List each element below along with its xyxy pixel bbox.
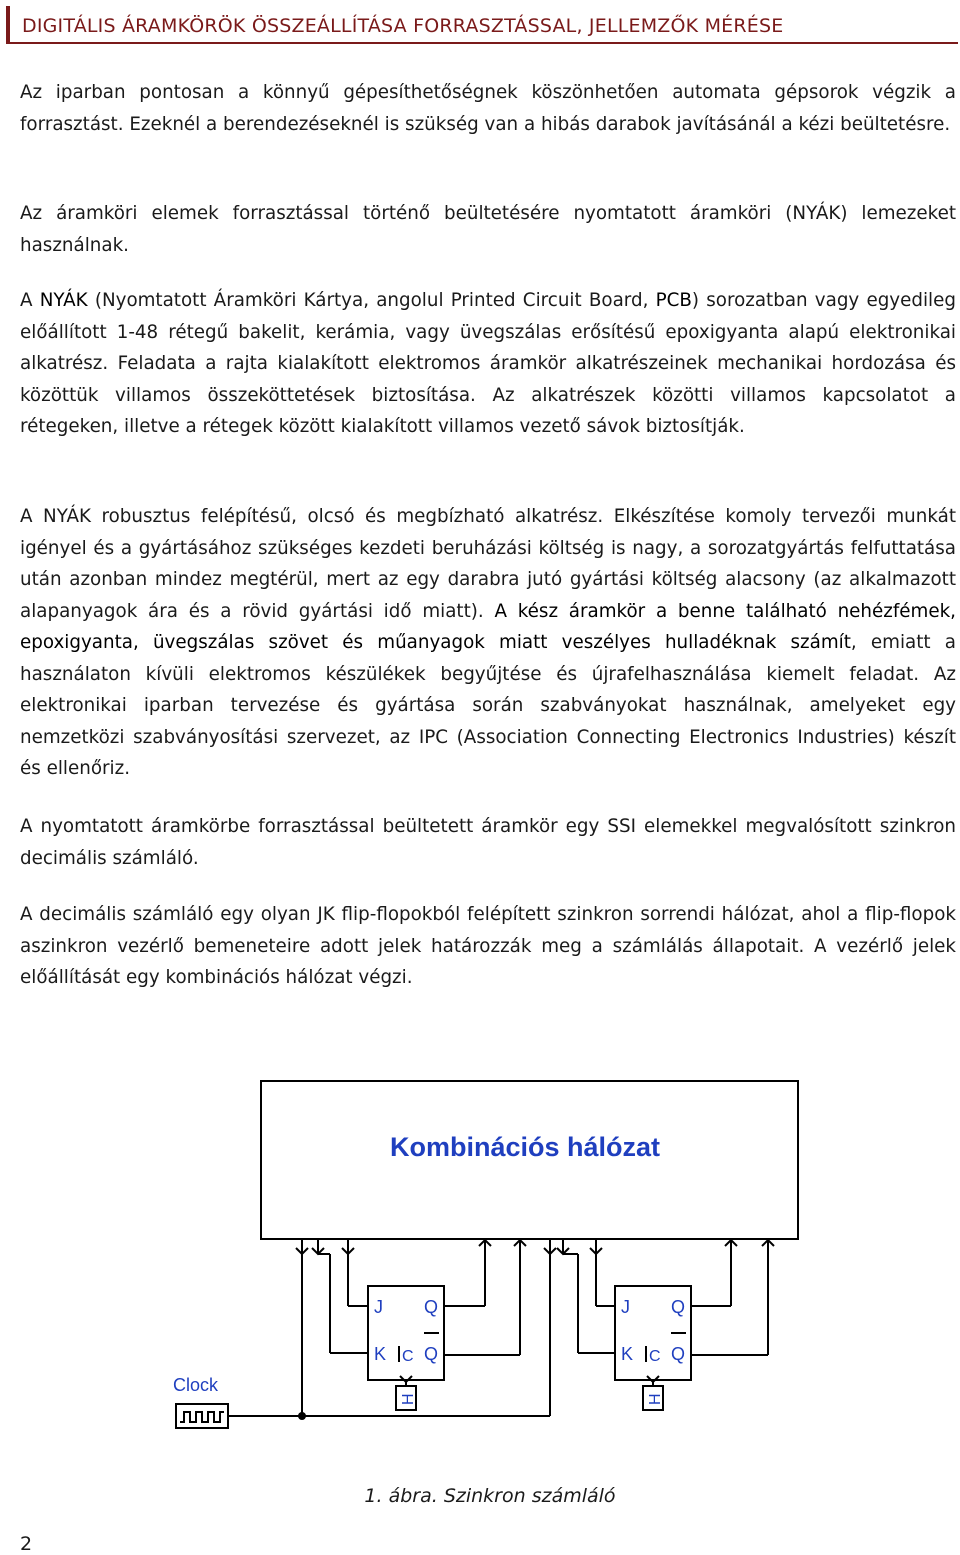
figure-caption: 1. ábra. Szinkron számláló bbox=[364, 1485, 616, 1507]
page-header bbox=[6, 6, 958, 44]
paragraph-counter-intro: A nyomtatott áramkörbe forrasztással beültetett áramkör egy SSI elemekkel megvalósított szinkron decimális számláló. bbox=[20, 816, 956, 869]
hazardous-waste-statement: A kész áramkör a benne található nehézfémek, epoxigyanta, üvegszálas szövet és műanyagok miatt veszélyes hulladéknak számít bbox=[20, 600, 956, 653]
clock-label: Clock bbox=[173, 1375, 219, 1395]
paragraph-pcb-properties bbox=[20, 501, 956, 785]
text-run: A NYÁK robusztus felépítésű, olcsó és megbízható alkatrész. Elkészítése komoly tervezői munkát igényel és a gyártásához szükséges kezdeti beruházási költség is nagy, a sorozatgyártás felfuttatása után azonban mindez megtérül, mert az egy darabra jutó gyártási költség alacsony (az alkalmazott alapanyagok ára és a rövid gyártási idő miatt). bbox=[20, 506, 956, 622]
ff2-k-label: K bbox=[621, 1344, 634, 1364]
ff2-h-label: H bbox=[647, 1393, 664, 1405]
page-number: 2 bbox=[20, 1533, 33, 1555]
ff1-k-label: K bbox=[374, 1344, 387, 1364]
ff2-qbar-label: Q bbox=[671, 1344, 686, 1364]
ff2-c-label: C bbox=[649, 1348, 661, 1365]
paragraph-pcb-definition bbox=[20, 285, 956, 443]
paragraph-automation: Az iparban pontosan a könnyű gépesíthetőségnek köszönhetően automata gépsorok végzik a forrasztást. Ezeknél a berendezéseknél is szükség van a hibás darabok javításánál a kézi beültetésre. bbox=[20, 82, 956, 135]
text-run: A bbox=[20, 290, 40, 311]
header-title: DIGITÁLIS ÁRAMKÖRÖK ÖSSZEÁLLÍTÁSA FORRASZTÁSSAL, JELLEMZŐK MÉRÉSE bbox=[22, 15, 784, 37]
text-run: (Nyomtatott Áramköri Kártya, angolul Printed Circuit Board, bbox=[87, 290, 656, 311]
term-nyak: NYÁK bbox=[39, 290, 88, 311]
term-pcb: PCB bbox=[655, 290, 692, 311]
ff1-qbar-label: Q bbox=[424, 1344, 439, 1364]
text-run: , emiatt a használaton kívüli elektromos készülékek begyűjtése és újrafelhasználása kiemelt feladat. Az elektronikai iparban tervezése és gyártása során szabványokat használnak, amelyeket egy nemzetközi szabványosítási szervezet, az IPC (Association Connecting Electronics Industries) készít és ellenőriz. bbox=[20, 632, 956, 779]
text-run: ) sorozatban vagy egyedileg előállított 1-48 rétegű bakelit, kerámia, vagy üvegszálas erősítésű epoxigyanta alapú elektronikai alkatrész. Feladata a rajta kialakított elektromos áramkör alkatrészeinek mechanikai hordozása és közöttük villamos összeköttetések biztosítása. Az alkatrészek közötti villamos kapcsolatot a rétegeken, illetve a rétegek között kialakított villamos vezető sávok biztosítják. bbox=[20, 290, 956, 437]
sync-counter-diagram bbox=[0, 1070, 960, 1450]
combinational-block-label: Kombinációs hálózat bbox=[390, 1132, 661, 1162]
ff1-q-label: Q bbox=[424, 1297, 439, 1317]
ff1-h-label: H bbox=[400, 1393, 417, 1405]
paragraph-pcb-intro: Az áramköri elemek forrasztással történő beültetésére nyomtatott áramköri (NYÁK) lemezeket használnak. bbox=[20, 203, 956, 256]
ff2-q-label: Q bbox=[671, 1297, 686, 1317]
ff1-c-label: C bbox=[402, 1348, 414, 1365]
paragraph-counter-description: A decimális számláló egy olyan JK flip-flopokból felépített szinkron sorrendi hálózat, ahol a flip-flopok aszinkron vezérlő bemeneteire adott jelek határozzák meg a számlálás állapotait. A vezérlő jelek előállítását egy kombinációs hálózat végzi. bbox=[20, 904, 956, 988]
ff1-j-label: J bbox=[374, 1297, 383, 1317]
ff2-j-label: J bbox=[621, 1297, 630, 1317]
